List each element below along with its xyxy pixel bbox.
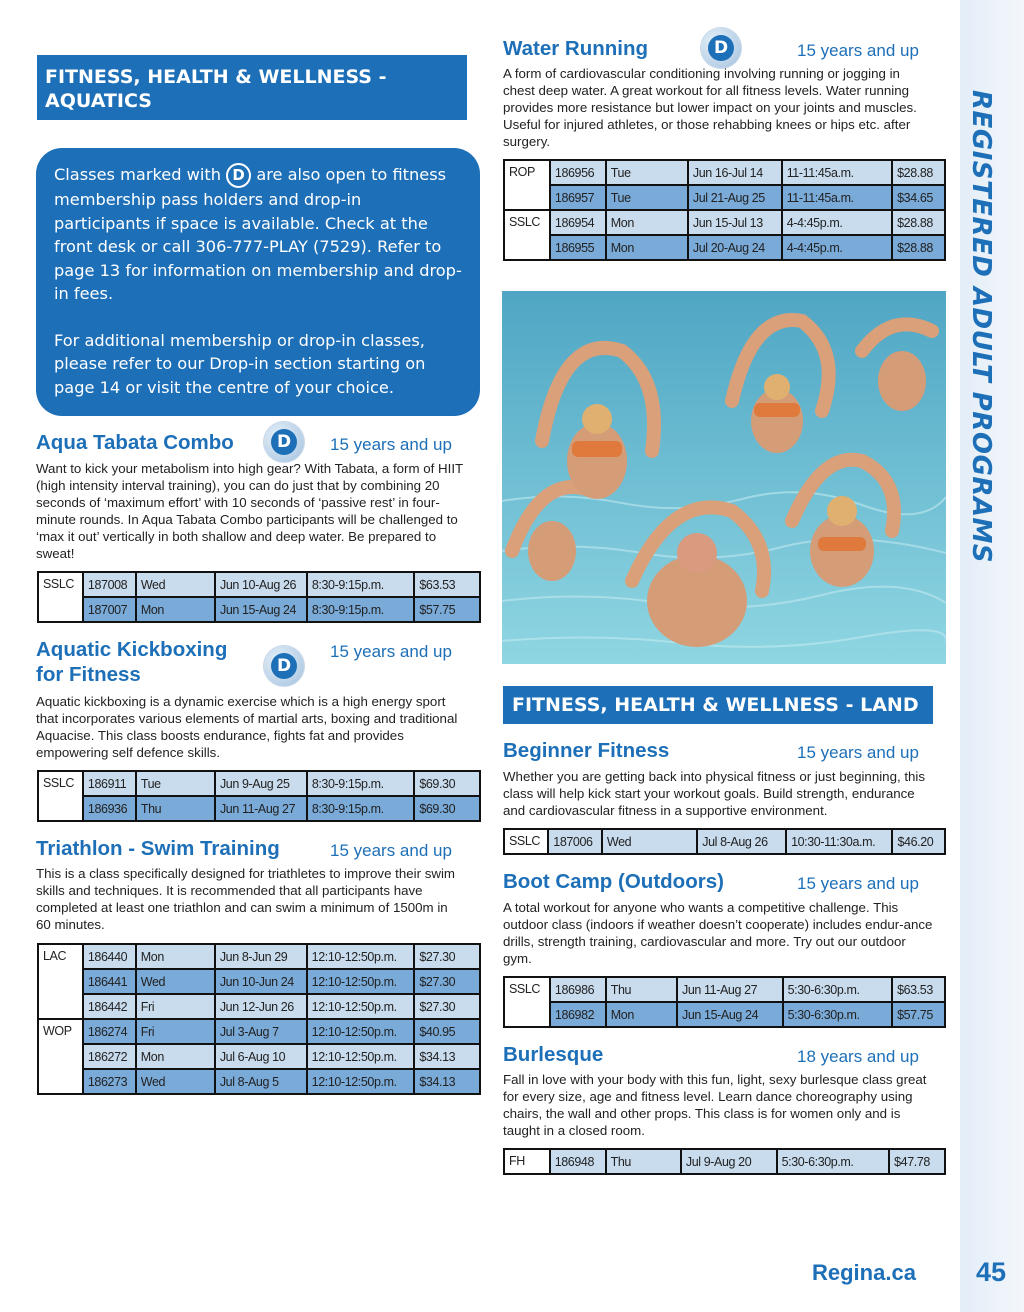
schedule-table-beginner-fitness: [503, 828, 946, 855]
time-cell: 12:10-12:50p.m.: [307, 944, 415, 969]
price-cell: $57.75: [892, 1002, 945, 1027]
location-cell: SSLC: [504, 977, 550, 1027]
dates-cell: Jun 16-Jul 14: [688, 160, 782, 185]
price-cell: $63.53: [892, 977, 945, 1002]
price-cell: $27.30: [414, 969, 480, 994]
day-cell: Mon: [136, 597, 215, 622]
table-row[interactable]: [504, 235, 945, 260]
dates-cell: Jun 8-Jun 29: [215, 944, 307, 969]
age-label: 15 years and up: [797, 41, 919, 60]
table-row[interactable]: [504, 210, 945, 235]
dates-cell: Jun 15-Jul 13: [688, 210, 782, 235]
schedule-table-burlesque: [503, 1148, 946, 1175]
dates-cell: Jun 9-Aug 25: [215, 771, 307, 796]
age-label: 15 years and up: [330, 841, 452, 860]
program-title-aqua-tabata: Aqua Tabata Combo: [36, 431, 234, 454]
schedule-table-triathlon: [37, 943, 481, 1095]
time-cell: 5:30-6:30p.m.: [783, 1002, 892, 1027]
code-cell: 186982: [550, 1002, 606, 1027]
program-desc: This is a class specifically designed for triathletes to improve their swim skills and techniques. It is recommended that all participants have completed at least one triathlon and can swim a minimum of 1500m in 60 minutes.: [36, 866, 456, 932]
dates-cell: Jul 8-Aug 26: [697, 829, 786, 854]
age-label: 15 years and up: [330, 435, 452, 454]
dates-cell: Jul 8-Aug 5: [215, 1069, 307, 1094]
program-desc: Aquatic kickboxing is a dynamic exercise which is a high energy sport that incorporates various elements of martial arts, boxing and traditional Aquacise. This class boosts endurance, fights fat and provides empowering self defence skills.: [36, 694, 458, 760]
location-cell: SSLC: [38, 771, 83, 821]
time-cell: 5:30-6:30p.m.: [783, 977, 892, 1002]
time-cell: 11-11:45a.m.: [782, 160, 892, 185]
table-row[interactable]: [38, 1069, 480, 1094]
code-cell: 186272: [83, 1044, 136, 1069]
location-cell: SSLC: [504, 210, 550, 260]
code-cell: 186956: [550, 160, 606, 185]
day-cell: Mon: [136, 944, 215, 969]
table-row[interactable]: [504, 977, 945, 1002]
section-header-aquatics: FITNESS, HEALTH & WELLNESS - AQUATICS: [37, 55, 467, 120]
day-cell: Thu: [606, 977, 677, 1002]
program-title-boot-camp: Boot Camp (Outdoors): [503, 870, 724, 893]
code-cell: 186911: [83, 771, 136, 796]
code-cell: 187007: [83, 597, 136, 622]
table-row[interactable]: [38, 572, 480, 597]
day-cell: Tue: [606, 160, 688, 185]
program-title-water-running: Water Running: [503, 37, 649, 60]
time-cell: 5:30-6:30p.m.: [777, 1149, 890, 1174]
table-row[interactable]: [38, 944, 480, 969]
code-cell: 186273: [83, 1069, 136, 1094]
price-cell: $69.30: [414, 796, 480, 821]
time-cell: 4-4:45p.m.: [782, 235, 892, 260]
location-cell: WOP: [38, 1019, 83, 1094]
day-cell: Mon: [606, 1002, 677, 1027]
time-cell: 11-11:45a.m.: [782, 185, 892, 210]
dates-cell: Jun 15-Aug 24: [677, 1002, 783, 1027]
time-cell: 8:30-9:15p.m.: [307, 796, 415, 821]
age-label: 18 years and up: [797, 1047, 919, 1066]
program-title-triathlon: Triathlon - Swim Training: [36, 837, 280, 860]
program-title-beginner-fitness: Beginner Fitness: [503, 739, 670, 762]
day-cell: Mon: [606, 210, 688, 235]
price-cell: $34.13: [414, 1069, 480, 1094]
code-cell: 186936: [83, 796, 136, 821]
price-cell: $63.53: [414, 572, 480, 597]
code-cell: 187008: [83, 572, 136, 597]
table-row[interactable]: [38, 771, 480, 796]
time-cell: 12:10-12:50p.m.: [307, 969, 415, 994]
code-cell: 186986: [550, 977, 606, 1002]
day-cell: Wed: [136, 1069, 215, 1094]
code-cell: 186442: [83, 994, 136, 1019]
section-header-land: FITNESS, HEALTH & WELLNESS - LAND: [503, 686, 933, 724]
program-desc: Want to kick your metabolism into high gear? With Tabata, a form of HIIT (high intensity interval training), you can do just that by combining 20 seconds of ‘maximum effort’ with 10 seconds of ‘passive rest’ in four-minute rounds. In Aqua Tabata Combo participants will be challenged to ‘max it out’ vertically in both shallow and deep water. Be prepared to sweat!: [36, 461, 463, 561]
dates-cell: Jul 9-Aug 20: [681, 1149, 777, 1174]
age-label: 15 years and up: [797, 743, 919, 762]
day-cell: Tue: [606, 185, 688, 210]
info-box: [36, 148, 480, 416]
code-cell: 186948: [550, 1149, 606, 1174]
table-row[interactable]: [38, 994, 480, 1019]
table-row[interactable]: [504, 160, 945, 185]
program-desc: A total workout for anyone who wants a competitive challenge. This outdoor class (indoors if weather doesn’t cooperate) includes endur-ance drills, strength training, cardiovascular and more. Try out our outdoor gym.: [503, 900, 933, 966]
time-cell: 12:10-12:50p.m.: [307, 1069, 415, 1094]
dates-cell: Jul 21-Aug 25: [688, 185, 782, 210]
age-label: 15 years and up: [797, 874, 919, 893]
program-title-aquatic-kickboxing: Aquatic Kickboxing for Fitness: [36, 638, 228, 686]
dates-cell: Jun 15-Aug 24: [215, 597, 307, 622]
day-cell: Thu: [606, 1149, 681, 1174]
dates-cell: Jun 11-Aug 27: [215, 796, 307, 821]
table-row[interactable]: [504, 185, 945, 210]
dates-cell: Jun 10-Aug 26: [215, 572, 307, 597]
page-number: 45: [976, 1257, 1007, 1287]
dropin-d-icon: D: [264, 422, 304, 462]
price-cell: $28.88: [892, 235, 945, 260]
dates-cell: Jul 3-Aug 7: [215, 1019, 307, 1044]
info-line1-post: are also open to fitness membership pass holders and drop-in participants if space is available. Check at the front desk or call 306-777-PLAY (7529). Refer to page 13 for information on membership and drop-in fees.: [54, 165, 462, 303]
code-cell: 186441: [83, 969, 136, 994]
price-cell: $34.13: [414, 1044, 480, 1069]
dates-cell: Jun 11-Aug 27: [677, 977, 783, 1002]
code-cell: 187006: [548, 829, 602, 854]
day-cell: Wed: [136, 969, 215, 994]
table-row[interactable]: [504, 829, 945, 854]
sidebar-label: REGISTERED ADULT PROGRAMS: [966, 90, 996, 564]
dates-cell: Jul 6-Aug 10: [215, 1044, 307, 1069]
program-desc: Fall in love with your body with this fun, light, sexy burlesque class great for every size, age and fitness level. Learn dance choreography using chairs, the wall and other props. This class is for women only and is taught in a closed room.: [503, 1072, 927, 1138]
time-cell: 8:30-9:15p.m.: [307, 771, 415, 796]
day-cell: Fri: [136, 994, 215, 1019]
time-cell: 8:30-9:15p.m.: [307, 597, 415, 622]
dropin-d-icon: D: [701, 28, 741, 68]
time-cell: 12:10-12:50p.m.: [307, 1044, 415, 1069]
day-cell: Wed: [136, 572, 215, 597]
schedule-table-boot-camp: [503, 976, 946, 1028]
price-cell: $28.88: [892, 160, 945, 185]
code-cell: 186440: [83, 944, 136, 969]
day-cell: Fri: [136, 1019, 215, 1044]
schedule-table-aquatic-kickboxing: [37, 770, 481, 822]
code-cell: 186954: [550, 210, 606, 235]
time-cell: 10:30-11:30a.m.: [786, 829, 892, 854]
location-cell: LAC: [38, 944, 83, 1019]
age-label: 15 years and up: [330, 642, 452, 661]
aquafit-photo: [502, 291, 946, 664]
price-cell: $69.30: [414, 771, 480, 796]
table-row[interactable]: [38, 796, 480, 821]
dropin-d-icon: D: [264, 646, 304, 686]
location-cell: FH: [504, 1149, 550, 1174]
info-line1-pre: Classes marked with: [54, 165, 221, 184]
program-desc: A form of cardiovascular conditioning involving running or jogging in chest deep water. A great workout for all fitness levels. Water running provides more resistance but lower impact on your joints and muscles. Useful for injured athletes, or those rehabbing knees or hips etc. after surgery.: [503, 66, 917, 149]
price-cell: $27.30: [414, 944, 480, 969]
price-cell: $47.78: [889, 1149, 945, 1174]
code-cell: 186955: [550, 235, 606, 260]
table-row[interactable]: [38, 597, 480, 622]
table-row[interactable]: [504, 1149, 945, 1174]
location-cell: SSLC: [38, 572, 83, 622]
day-cell: Mon: [136, 1044, 215, 1069]
dropin-d-icon: D: [226, 163, 251, 188]
code-cell: 186274: [83, 1019, 136, 1044]
location-cell: SSLC: [504, 829, 548, 854]
time-cell: 4-4:45p.m.: [782, 210, 892, 235]
day-cell: Mon: [606, 235, 688, 260]
schedule-table-water-running: [503, 159, 946, 261]
day-cell: Wed: [602, 829, 697, 854]
price-cell: $27.30: [414, 994, 480, 1019]
price-cell: $34.65: [892, 185, 945, 210]
price-cell: $40.95: [414, 1019, 480, 1044]
site-link[interactable]: Regina.ca: [812, 1260, 916, 1285]
location-cell: ROP: [504, 160, 550, 210]
dates-cell: Jun 10-Jun 24: [215, 969, 307, 994]
info-para2: For additional membership or drop-in classes, please refer to our Drop-in section starting on page 14 or visit the centre of your choice.: [54, 330, 426, 397]
price-cell: $46.20: [892, 829, 945, 854]
table-row[interactable]: [504, 1002, 945, 1027]
time-cell: 8:30-9:15p.m.: [307, 572, 415, 597]
code-cell: 186957: [550, 185, 606, 210]
schedule-table-aqua-tabata: [37, 571, 481, 623]
program-title-burlesque: Burlesque: [503, 1043, 604, 1066]
table-row[interactable]: [38, 969, 480, 994]
price-cell: $57.75: [414, 597, 480, 622]
table-row[interactable]: [38, 1044, 480, 1069]
time-cell: 12:10-12:50p.m.: [307, 1019, 415, 1044]
day-cell: Thu: [136, 796, 215, 821]
dates-cell: Jul 20-Aug 24: [688, 235, 782, 260]
time-cell: 12:10-12:50p.m.: [307, 994, 415, 1019]
table-row[interactable]: [38, 1019, 480, 1044]
price-cell: $28.88: [892, 210, 945, 235]
program-desc: Whether you are getting back into physical fitness or just beginning, this class will help kick start your workout goals. Build strength, endurance and cardiovascular fitness in a supportive environment.: [503, 769, 926, 818]
day-cell: Tue: [136, 771, 215, 796]
dates-cell: Jun 12-Jun 26: [215, 994, 307, 1019]
